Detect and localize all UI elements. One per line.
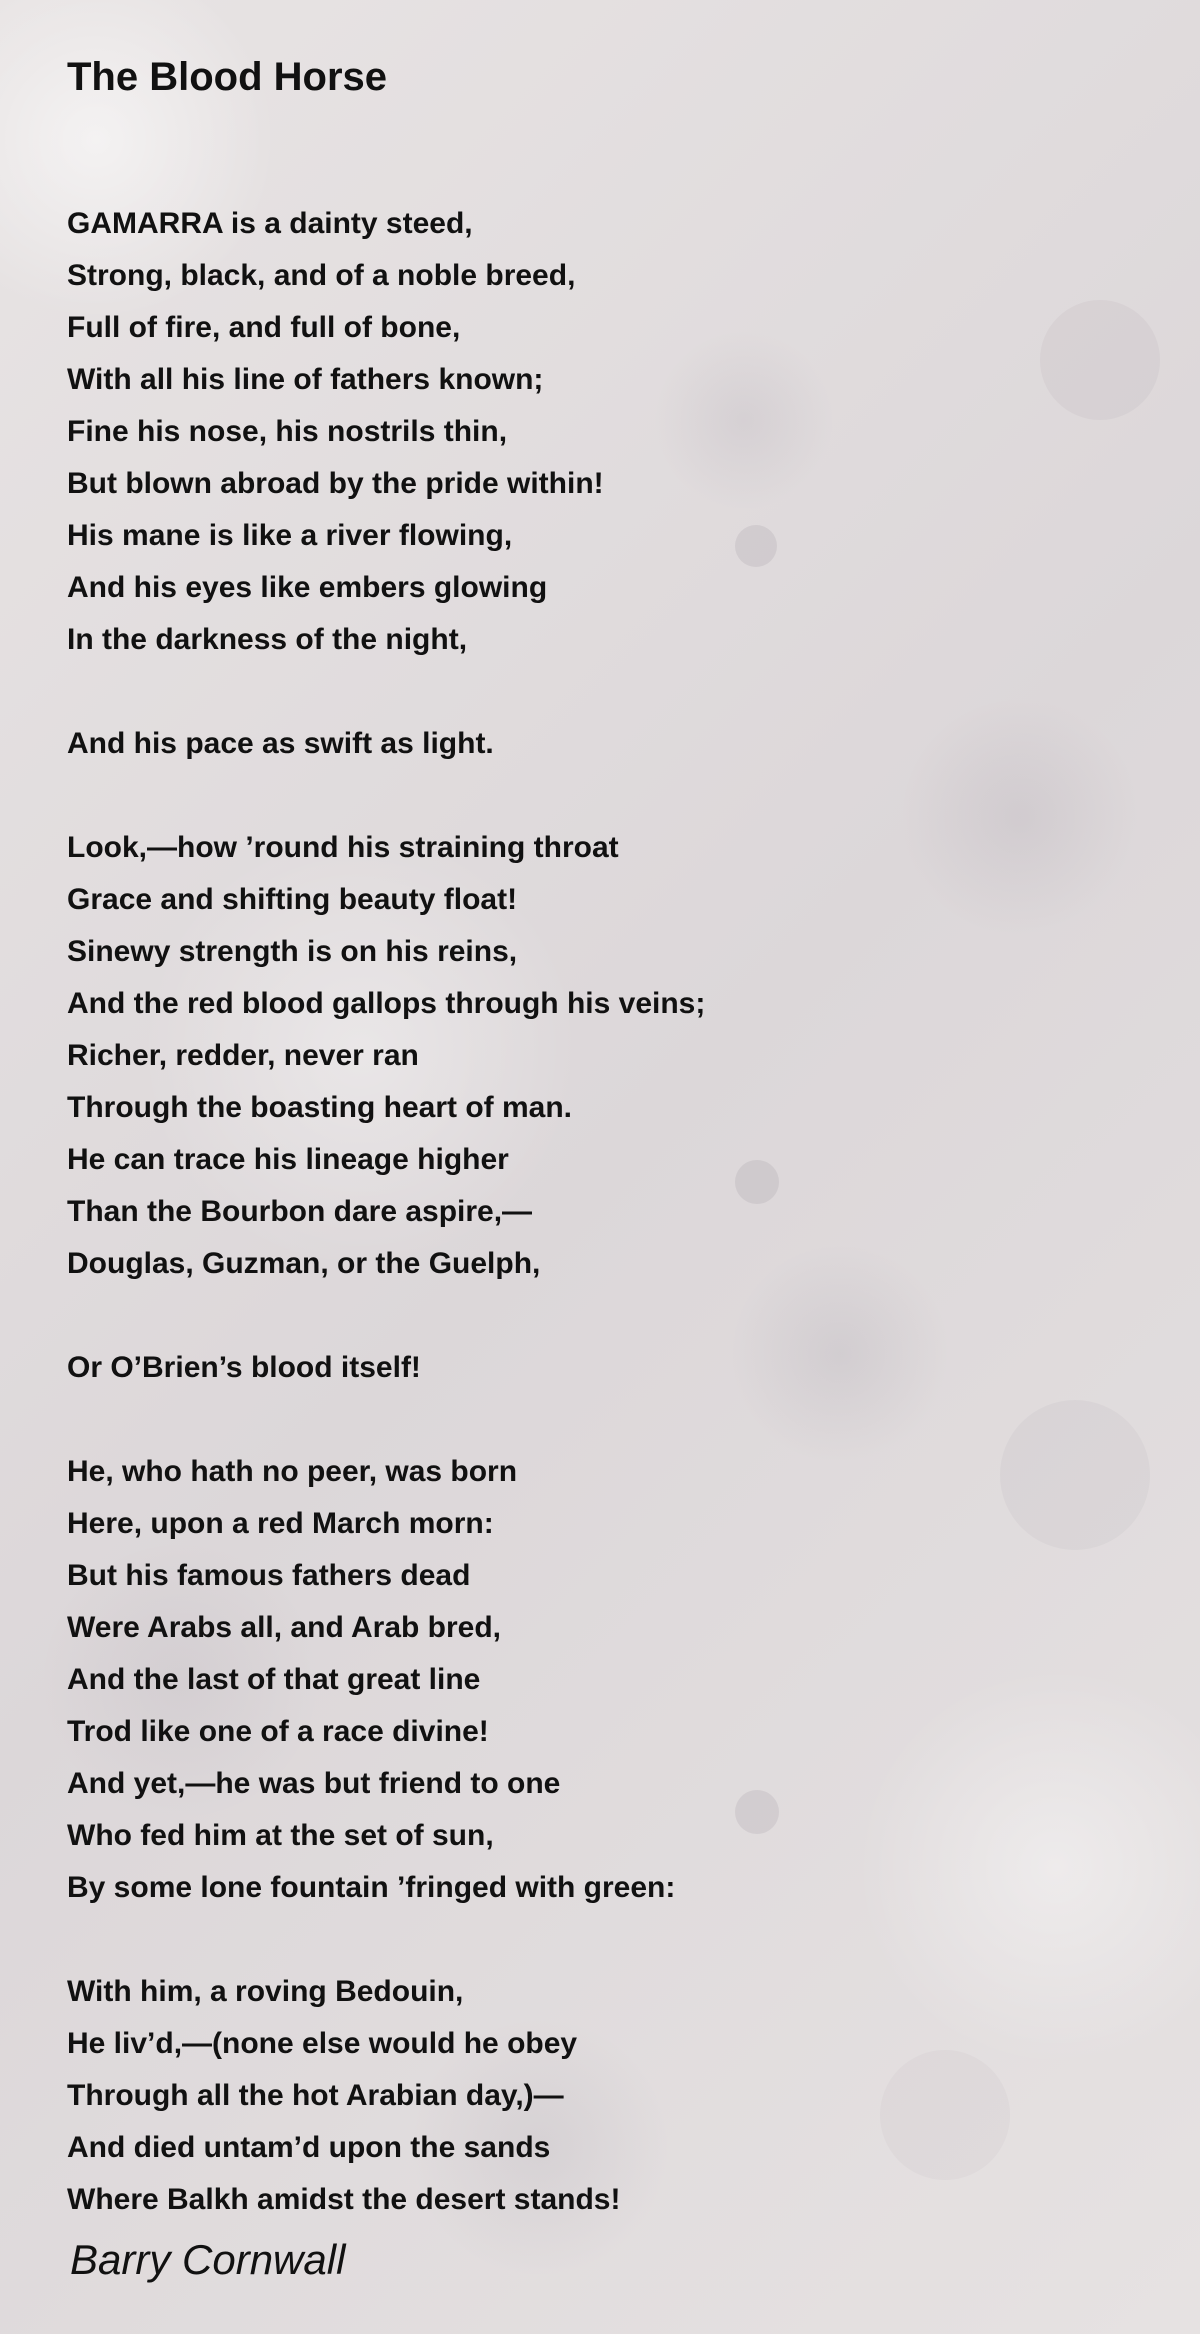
poem-line: But his famous fathers dead bbox=[67, 1559, 471, 1592]
poem-line: Full of fire, and full of bone, bbox=[67, 311, 461, 344]
poem-line: And yet,—he was but friend to one bbox=[67, 1767, 561, 1800]
poem-stanza bbox=[67, 1446, 1147, 1914]
poem-stanza bbox=[67, 822, 1147, 1290]
poem-line: Were Arabs all, and Arab bred, bbox=[67, 1611, 502, 1644]
poem-line: He can trace his lineage higher bbox=[67, 1143, 509, 1176]
poem-line: With all his line of fathers known; bbox=[67, 363, 544, 396]
poem-line: Or O’Brien’s blood itself! bbox=[67, 1351, 421, 1384]
poem-stanza bbox=[67, 1966, 1147, 2226]
poem-line: Look,—how ’round his straining throat bbox=[67, 831, 619, 864]
poem-stanza bbox=[67, 1342, 1147, 1394]
poem-line: With him, a roving Bedouin, bbox=[67, 1975, 464, 2008]
poem-line: Fine his nose, his nostrils thin, bbox=[67, 415, 508, 448]
poem-line: In the darkness of the night, bbox=[67, 623, 468, 656]
poem-line: And his eyes like embers glowing bbox=[67, 571, 548, 604]
poem-line: Where Balkh amidst the desert stands! bbox=[67, 2183, 621, 2216]
poem-line: But blown abroad by the pride within! bbox=[67, 467, 604, 500]
poem-line: Grace and shifting beauty float! bbox=[67, 883, 518, 916]
poem-line: GAMARRA is a dainty steed, bbox=[67, 207, 473, 240]
poem-line: And his pace as swift as light. bbox=[67, 727, 494, 760]
poem-line: And the last of that great line bbox=[67, 1663, 481, 1696]
poem-line: Through the boasting heart of man. bbox=[67, 1091, 572, 1124]
poem-line: Strong, black, and of a noble breed, bbox=[67, 259, 576, 292]
poem-line: Who fed him at the set of sun, bbox=[67, 1819, 494, 1852]
poem-line: Than the Bourbon dare aspire,— bbox=[67, 1195, 533, 1228]
poem-line: Trod like one of a race divine! bbox=[67, 1715, 489, 1748]
poem-line: And died untam’d upon the sands bbox=[67, 2131, 551, 2164]
poem-line: By some lone fountain ’fringed with green: bbox=[67, 1871, 676, 1904]
poem-line: Richer, redder, never ran bbox=[67, 1039, 419, 1072]
poem-stanza bbox=[67, 198, 1147, 666]
poem-stanza bbox=[67, 718, 1147, 770]
poem-body bbox=[67, 198, 1147, 2226]
poem-line: Sinewy strength is on his reins, bbox=[67, 935, 518, 968]
poem-container bbox=[67, 48, 1147, 2278]
poem-line: Douglas, Guzman, or the Guelph, bbox=[67, 1247, 541, 1280]
poem-author: Barry Cornwall bbox=[70, 2236, 346, 2283]
poem-line: He liv’d,—(none else would he obey bbox=[67, 2027, 578, 2060]
poem-line: He, who hath no peer, was born bbox=[67, 1455, 518, 1488]
poem-title: The Blood Horse bbox=[67, 55, 388, 99]
poem-line: Through all the hot Arabian day,)— bbox=[67, 2079, 564, 2112]
poem-line: And the red blood gallops through his veins; bbox=[67, 987, 706, 1020]
poem-line: His mane is like a river flowing, bbox=[67, 519, 513, 552]
poem-line: Here, upon a red March morn: bbox=[67, 1507, 494, 1540]
